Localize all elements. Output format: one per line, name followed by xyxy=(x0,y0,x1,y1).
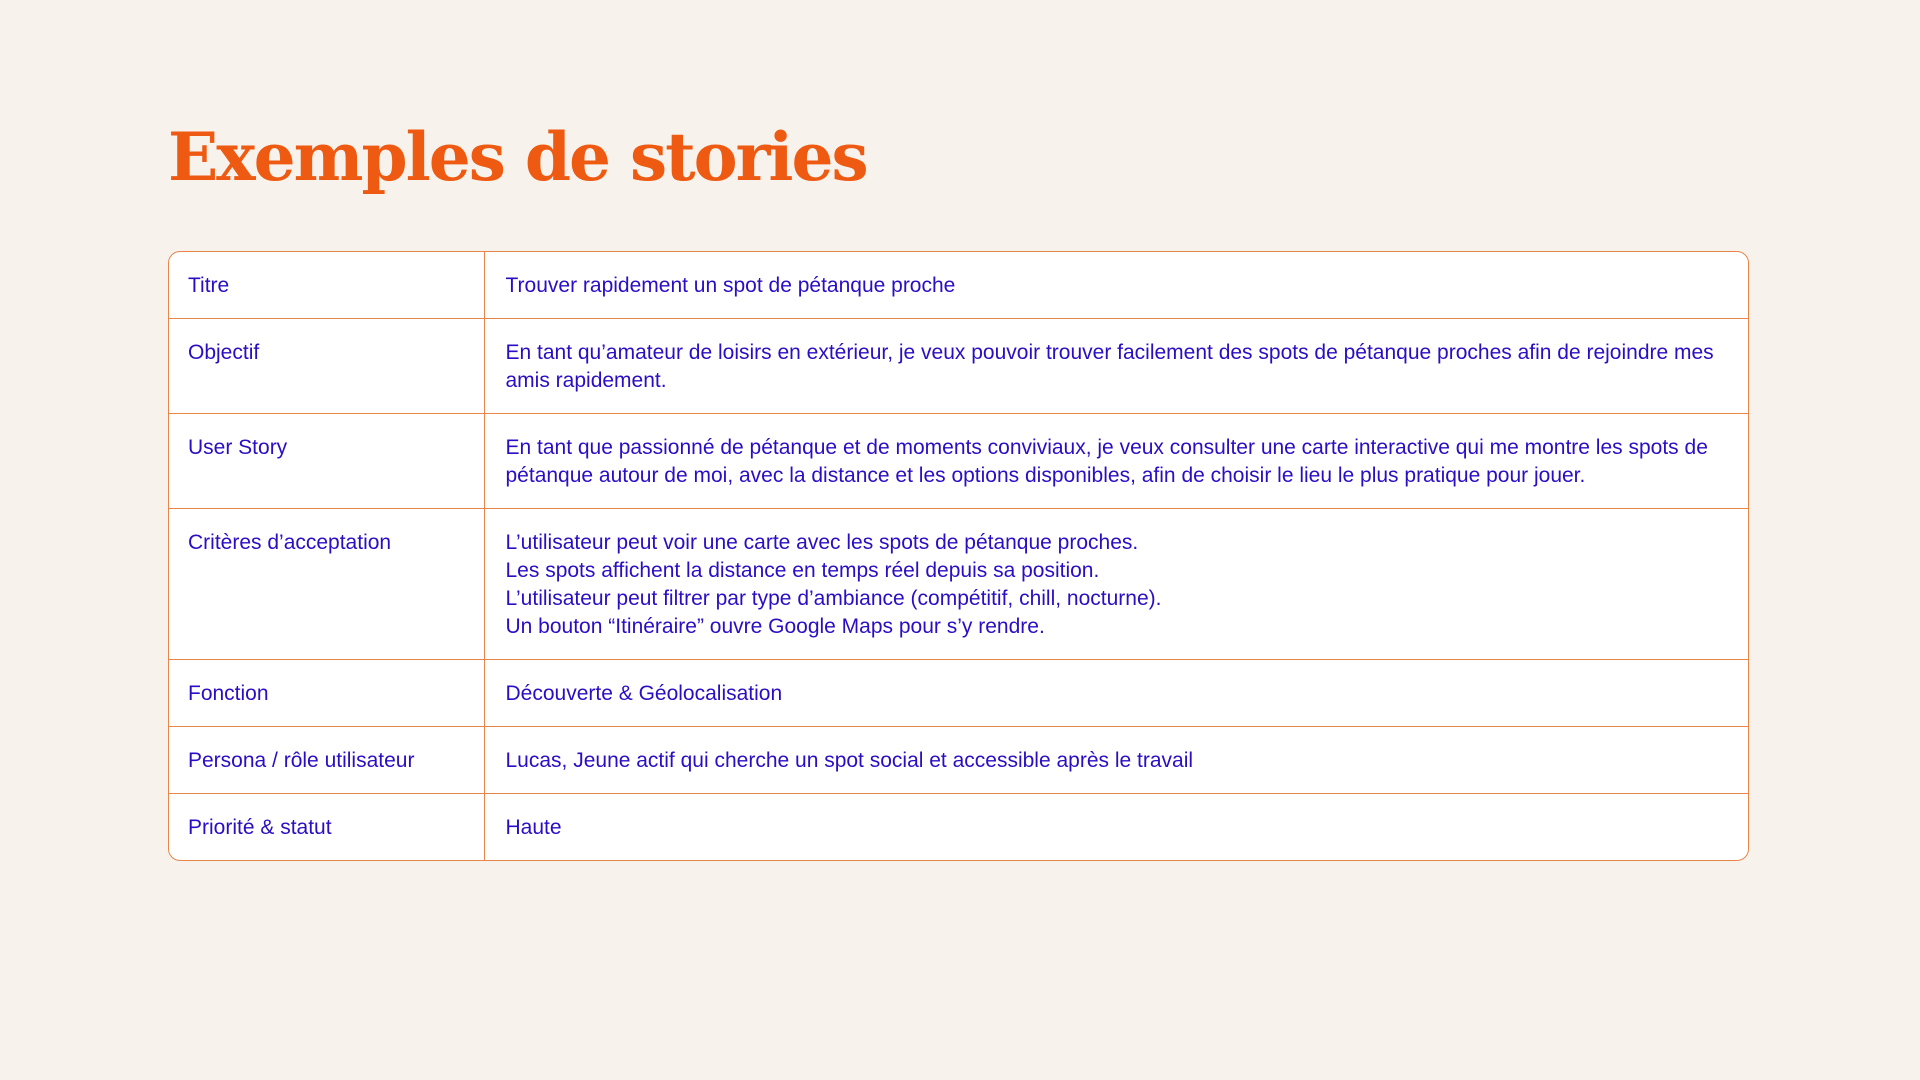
table-row-persona xyxy=(169,727,1748,794)
row-value-user-story: En tant que passionné de pétanque et de moments conviviaux, je veux consulter une carte interactive qui me montre les spots de pétanque autour de moi, avec la distance et les options disponibles, afin de choisir le lieu le plus pratique pour jouer. xyxy=(484,414,1748,509)
row-value-objectif: En tant qu’amateur de loisirs en extérieur, je veux pouvoir trouver facilement des spots de pétanque proches afin de rejoindre mes amis rapidement. xyxy=(484,319,1748,414)
row-label-fonction: Fonction xyxy=(169,660,484,727)
table-row-priorite xyxy=(169,794,1748,861)
criteria-item: Les spots affichent la distance en temps réel depuis sa position. xyxy=(505,559,1100,582)
table-row-fonction xyxy=(169,660,1748,727)
row-value-priorite: Haute xyxy=(484,794,1748,861)
table-row-user-story xyxy=(169,414,1748,509)
story-table-grid xyxy=(169,252,1748,860)
table-row-objectif xyxy=(169,319,1748,414)
row-value-titre: Trouver rapidement un spot de pétanque proche xyxy=(505,274,956,297)
row-value-criteres xyxy=(484,509,1748,660)
row-value-persona: Lucas, Jeune actif qui cherche un spot social et accessible après le travail xyxy=(484,727,1748,794)
table-row-titre xyxy=(169,252,1748,319)
row-value-fonction: Découverte & Géolocalisation xyxy=(484,660,1748,727)
row-label-objectif: Objectif xyxy=(169,319,484,414)
story-table xyxy=(168,251,1749,861)
row-label-persona: Persona / rôle utilisateur xyxy=(169,727,484,794)
row-label-user-story: User Story xyxy=(169,414,484,509)
row-label-criteres: Critères d’acceptation xyxy=(169,509,484,660)
criteria-item: L’utilisateur peut voir une carte avec les spots de pétanque proches. xyxy=(505,531,1139,554)
table-row-criteres xyxy=(169,509,1748,660)
row-label-titre: Titre xyxy=(169,252,484,319)
criteria-item: Un bouton “Itinéraire” ouvre Google Maps pour s’y rendre. xyxy=(505,615,1045,638)
row-label-priorite: Priorité & statut xyxy=(169,794,484,861)
criteria-item: L’utilisateur peut filtrer par type d’ambiance (compétitif, chill, nocturne). xyxy=(505,587,1162,610)
page-title: Exemples de stories xyxy=(168,118,867,196)
